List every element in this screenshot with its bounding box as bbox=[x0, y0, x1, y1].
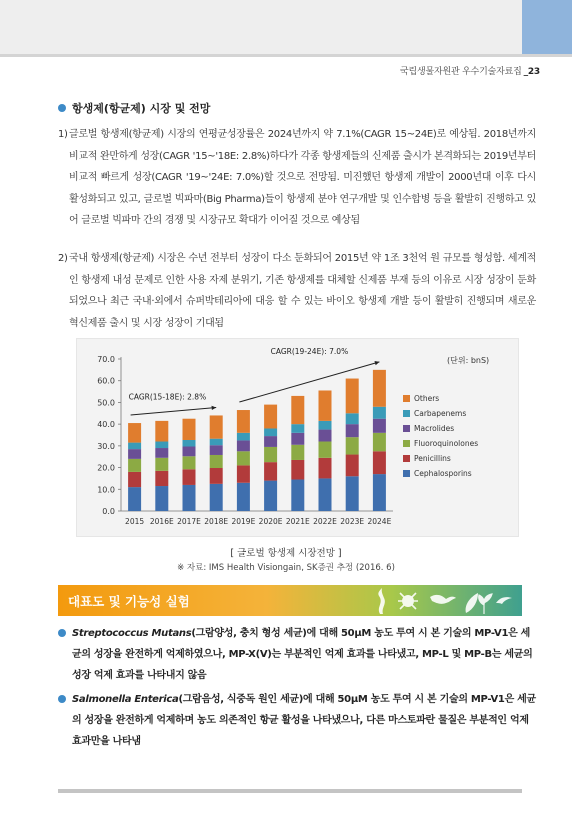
legend-label: Carbapenems bbox=[414, 409, 467, 418]
bar-segment bbox=[210, 455, 223, 468]
bar-segment bbox=[346, 437, 359, 454]
bar-segment bbox=[183, 447, 196, 457]
bar-segment bbox=[264, 405, 277, 429]
bar-segment bbox=[183, 485, 196, 511]
bar-segment bbox=[155, 471, 168, 486]
page-number: _23 bbox=[523, 67, 540, 77]
y-tick-label: 10.0 bbox=[97, 485, 115, 495]
x-tick-label: 2023E bbox=[340, 517, 365, 526]
running-header bbox=[400, 64, 540, 77]
paragraph-text: 글로벌 항생제(항균제) 시장의 연평균성장률은 2024년까지 약 7.1%(CAGR 15~24E)로 예상됨. 2018년까지 비교적 완만하게 성장(CAGR '15~'18E: 2.8%)하다가 각종 항생제들의 신제품 출시가 본격화되는 2019년부터 비교적 빠르게 성장(CAGR '19~'24E: 7.0%)할 것으로 전망됨. 미진했던 항생제 개발이 2000년대 이후 다시 활성화되고 있고, 글로벌 빅파마(Big Pharma)들이 항생제 분야 연구개발 및 인수합병 등을 활발히 진행하고 있어 글로벌 빅파마 간의 경쟁 및 시장규모 확대가 이어질 것으로 예상됨 bbox=[69, 129, 536, 226]
bar-segment bbox=[237, 433, 250, 441]
legend-label: Macrolides bbox=[414, 424, 455, 433]
bar-segment bbox=[319, 458, 332, 479]
bar-segment bbox=[183, 456, 196, 469]
x-tick-label: 2021E bbox=[285, 517, 310, 526]
bar-segment bbox=[346, 413, 359, 424]
bar-segment bbox=[346, 455, 359, 477]
bar-segment bbox=[128, 423, 141, 443]
bar-segment bbox=[264, 436, 277, 447]
bar-segment bbox=[291, 424, 304, 433]
bar-segment bbox=[155, 442, 168, 449]
legend-swatch bbox=[403, 395, 410, 402]
cagr-label: CAGR(19-24E): 7.0% bbox=[270, 346, 349, 356]
x-tick-label: 2019E bbox=[231, 517, 256, 526]
bar-segment bbox=[183, 469, 196, 485]
section-banner bbox=[58, 585, 522, 616]
bar-segment bbox=[210, 484, 223, 511]
bar-segment bbox=[264, 481, 277, 511]
y-tick-label: 0.0 bbox=[102, 507, 115, 516]
bar-segment bbox=[373, 474, 386, 511]
y-tick-label: 30.0 bbox=[97, 441, 115, 451]
bar-segment bbox=[264, 428, 277, 436]
y-tick-label: 40.0 bbox=[97, 420, 115, 430]
bar-segment bbox=[346, 476, 359, 511]
legend-swatch bbox=[403, 410, 410, 417]
x-tick-label: 2024E bbox=[367, 517, 392, 526]
bar-segment bbox=[264, 462, 277, 480]
legend-label: Cephalosporins bbox=[414, 469, 472, 478]
bar-segment bbox=[237, 410, 250, 433]
bar-segment bbox=[319, 421, 332, 430]
market-chart bbox=[76, 338, 519, 537]
x-tick-label: 2015 bbox=[125, 517, 145, 526]
y-tick-label: 70.0 bbox=[97, 355, 115, 364]
bar-segment bbox=[319, 430, 332, 442]
y-tick-label: 20.0 bbox=[97, 463, 115, 473]
bird-flying-icon bbox=[496, 597, 512, 604]
result-text: (그람음성, 식중독 원인 세균)에 대해 50μM 농도 투여 시 본 기술의 MP-V1은 세균의 성장을 완전하게 억제하며 농도 의존적인 항균 활성을 나타냈으나, 다른 마스토파란 물질은 부분적인 억제 효과만을 나타냄 bbox=[72, 694, 536, 747]
cagr-label: CAGR(15-18E): 2.8% bbox=[128, 392, 207, 402]
result-item-1 bbox=[58, 623, 536, 686]
bar-segment bbox=[291, 460, 304, 480]
unit-label: (단위: bnS) bbox=[447, 356, 490, 365]
bar-segment bbox=[373, 407, 386, 419]
bar-segment bbox=[155, 486, 168, 511]
paragraph-number: 2) bbox=[58, 253, 68, 264]
bar-segment bbox=[291, 445, 304, 460]
bar-segment bbox=[237, 451, 250, 465]
bar-segment bbox=[291, 433, 304, 445]
bar-segment bbox=[237, 465, 250, 482]
bar-segment bbox=[183, 419, 196, 440]
chart-caption: [ 글로벌 항생제 시장전망 ] bbox=[230, 548, 342, 559]
section-heading bbox=[58, 100, 210, 116]
legend-label: Fluoroquinolones bbox=[414, 439, 479, 448]
bar-segment bbox=[128, 443, 141, 450]
x-tick-label: 2016E bbox=[149, 517, 174, 526]
bullet-icon bbox=[58, 104, 66, 112]
seaweed-icon bbox=[378, 588, 385, 614]
bar-segment bbox=[237, 440, 250, 451]
legend-label: Penicillins bbox=[414, 454, 451, 463]
y-tick-label: 60.0 bbox=[97, 376, 115, 386]
legend-label: Others bbox=[414, 394, 440, 403]
x-tick-label: 2017E bbox=[177, 517, 201, 526]
chart-source: ※ 자료: IMS Health Visiongain, SK증권 추정 (2016. 6) bbox=[177, 563, 395, 573]
leaf-icon bbox=[466, 593, 478, 613]
bar-segment bbox=[264, 447, 277, 462]
bar-segment bbox=[291, 396, 304, 424]
legend-swatch bbox=[403, 440, 410, 447]
section-title: 항생제(항균제) 시장 및 전망 bbox=[72, 102, 211, 115]
bar-segment bbox=[128, 459, 141, 472]
cagr-arrowhead bbox=[212, 406, 217, 410]
bullet-icon bbox=[58, 629, 66, 637]
paragraph-number: 1) bbox=[58, 129, 68, 140]
result-text: (그람양성, 충치 형성 세균)에 대해 50μM 농도 투여 시 본 기술의 MP-V1은 세균의 성장을 완전하게 억제하였으나, MP-X(V)는 부분적인 억제 효과를 나타냈고, MP-L 및 MP-B는 세균의 성장 억제 효과를 나타내지 않음 bbox=[72, 628, 533, 681]
top-accent-block bbox=[522, 0, 572, 54]
x-tick-label: 2018E bbox=[204, 517, 229, 526]
x-tick-label: 2022E bbox=[313, 517, 337, 526]
bar-segment bbox=[373, 433, 386, 451]
bird-icon bbox=[430, 595, 456, 604]
legend-swatch bbox=[403, 425, 410, 432]
bar-segment bbox=[183, 440, 196, 447]
paragraph-2 bbox=[58, 248, 536, 334]
plant-icon bbox=[479, 594, 492, 614]
bar-segment bbox=[346, 379, 359, 414]
bar-segment bbox=[237, 483, 250, 511]
bar-segment bbox=[128, 472, 141, 487]
bar-segment bbox=[210, 445, 223, 455]
legend-swatch bbox=[403, 455, 410, 462]
bar-segment bbox=[210, 468, 223, 484]
nature-icons bbox=[366, 587, 516, 615]
chart-svg bbox=[77, 339, 518, 536]
y-tick-label: 50.0 bbox=[97, 398, 115, 408]
bar-segment bbox=[319, 442, 332, 458]
bar-segment bbox=[155, 458, 168, 471]
bar-segment bbox=[210, 439, 223, 446]
bar-segment bbox=[155, 421, 168, 442]
bar-segment bbox=[128, 449, 141, 459]
x-tick-label: 2020E bbox=[258, 517, 283, 526]
top-band bbox=[0, 0, 572, 54]
bar-segment bbox=[319, 390, 332, 420]
organism-name: Salmonella Enterica bbox=[72, 694, 179, 705]
top-divider bbox=[0, 54, 572, 57]
bar-segment bbox=[319, 478, 332, 511]
bar-segment bbox=[128, 487, 141, 511]
banner-title: 대표도 및 기능성 실험 bbox=[68, 594, 190, 609]
organism-name: Streptococcus Mutans bbox=[72, 628, 192, 639]
cagr-arrow bbox=[131, 407, 217, 415]
paragraph-text: 국내 항생제(항균제) 시장은 수년 전부터 성장이 다소 둔화되어 2015년 약 1조 3천억 원 규모를 형성함. 세계적인 항생제 내성 문제로 인한 사용 자제 분위기, 기존 항생제를 대체할 신제품 부재 등의 이유로 시장 성장이 둔화되었으나 최근 국내·외에서 슈퍼박테리아에 대응 할 수 있는 바이오 항생제 개발 등이 활발히 진행되며 새로운 혁신제품 출시 및 시장 성장이 기대됨 bbox=[69, 253, 536, 329]
bar-segment bbox=[155, 448, 168, 458]
bar-segment bbox=[373, 370, 386, 407]
paragraph-1 bbox=[58, 124, 536, 232]
bar-segment bbox=[346, 424, 359, 437]
legend-swatch bbox=[403, 470, 410, 477]
running-header-title: 국립생물자원관 우수기술자료집 bbox=[399, 67, 522, 77]
bottom-divider bbox=[58, 789, 522, 793]
bar-segment bbox=[291, 480, 304, 511]
bar-segment bbox=[210, 415, 223, 438]
bar-segment bbox=[373, 451, 386, 474]
result-item-2 bbox=[58, 689, 536, 752]
bullet-icon bbox=[58, 695, 66, 703]
bar-segment bbox=[373, 419, 386, 433]
